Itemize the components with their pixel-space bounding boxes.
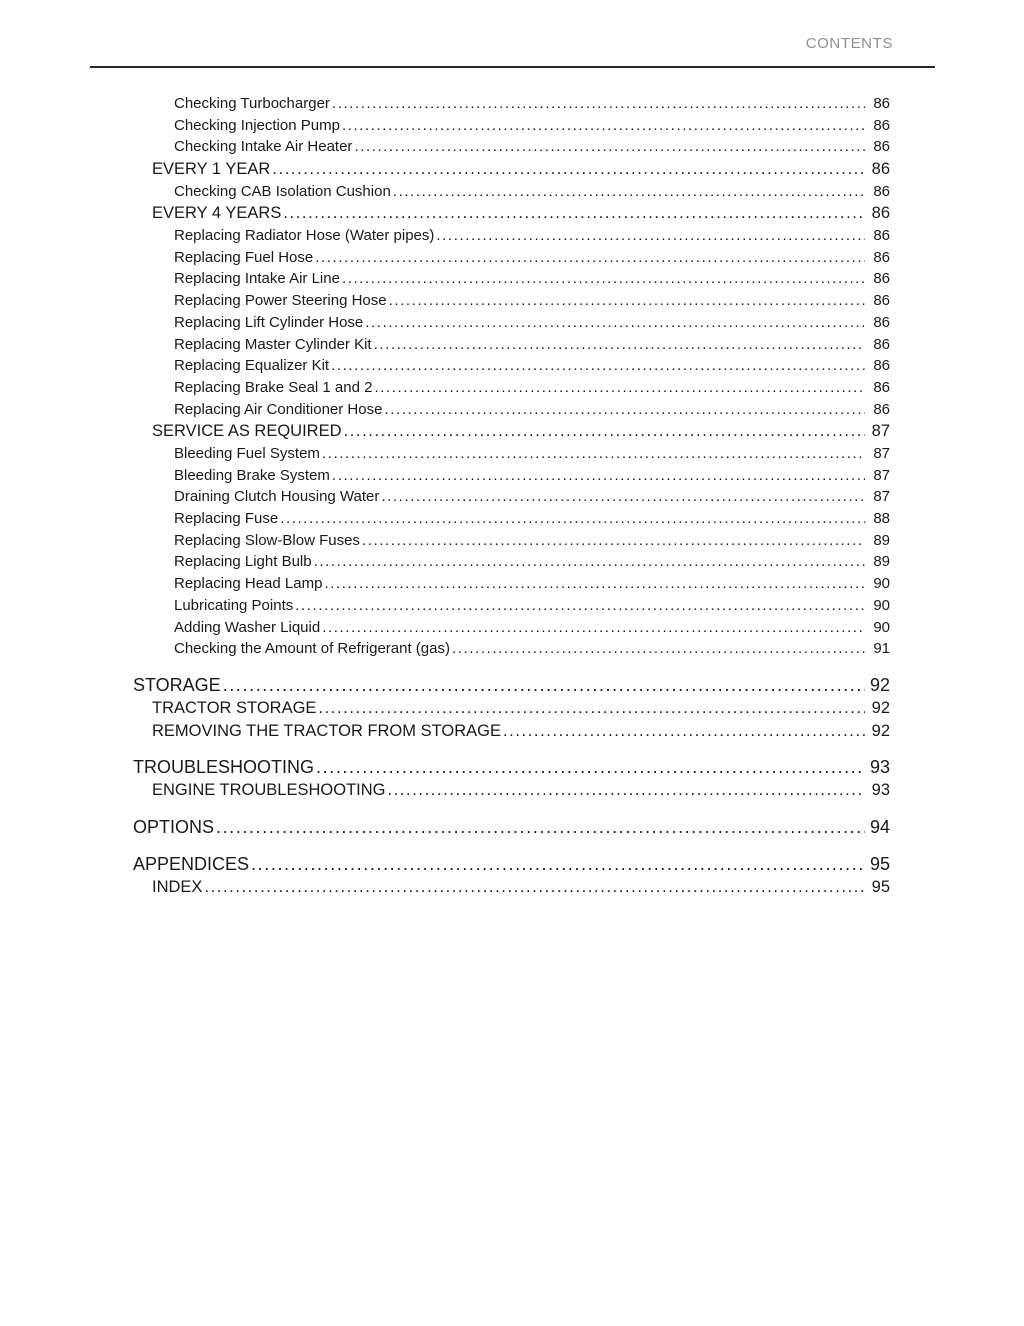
toc-entry-label: Lubricating Points xyxy=(174,596,294,614)
toc-entry xyxy=(133,312,890,334)
dot-leader xyxy=(216,815,865,839)
toc-entry xyxy=(133,334,890,356)
toc-entry-label: Checking the Amount of Refrigerant (gas) xyxy=(174,640,450,658)
toc-entry-label: Replacing Power Steering Hose xyxy=(174,292,387,310)
toc-entry xyxy=(133,399,890,421)
toc-entry-page: 87 xyxy=(871,422,890,441)
toc-entry-page: 86 xyxy=(873,378,890,396)
toc-entry-page: 86 xyxy=(873,227,890,244)
toc-entry xyxy=(133,93,890,115)
toc-entry-page: 92 xyxy=(871,721,890,740)
toc-entry-page: 86 xyxy=(873,182,890,200)
toc-entry-label: TROUBLESHOOTING xyxy=(133,757,315,778)
dot-leader xyxy=(272,158,865,181)
toc-entry-page: 86 xyxy=(873,313,890,331)
toc-entry xyxy=(133,268,890,290)
toc-entry xyxy=(133,290,890,312)
toc-entry xyxy=(133,595,890,617)
dot-leader xyxy=(344,420,865,443)
toc-entry-label: Replacing Master Cylinder Kit xyxy=(174,335,372,353)
toc-entry-label: INDEX xyxy=(152,877,203,896)
toc-entry xyxy=(133,508,890,530)
toc-entry-label: Replacing Intake Air Line xyxy=(174,270,340,288)
dot-leader xyxy=(393,181,865,203)
toc-entry-page: 94 xyxy=(869,816,890,837)
toc-entry-label: Checking CAB Isolation Cushion xyxy=(174,182,391,200)
toc-entry-label: Bleeding Brake System xyxy=(174,466,330,484)
dot-leader xyxy=(384,399,865,421)
toc-entry-page: 90 xyxy=(873,575,890,593)
toc-entry-page: 86 xyxy=(873,95,890,112)
toc-entry xyxy=(133,573,890,595)
toc-entry-label: Replacing Lift Cylinder Hose xyxy=(174,313,364,331)
toc-entry xyxy=(133,755,890,779)
dot-leader xyxy=(342,268,865,290)
toc-entry-page: 87 xyxy=(873,488,890,506)
toc-entry-label: Replacing Head Lamp xyxy=(174,575,323,593)
toc-entry-label: APPENDICES xyxy=(133,853,250,874)
dot-leader xyxy=(322,617,865,639)
toc-entry xyxy=(133,852,890,876)
toc-entry-label: SERVICE AS REQUIRED xyxy=(152,422,342,441)
toc-entry-page: 89 xyxy=(873,553,890,571)
toc-entry-label: Replacing Light Bulb xyxy=(174,553,312,571)
toc-entry-page: 92 xyxy=(871,698,890,717)
toc-entry-page: 86 xyxy=(873,400,890,418)
toc-entry-page: 86 xyxy=(873,292,890,310)
dot-leader xyxy=(324,573,865,595)
dot-leader xyxy=(332,93,865,115)
dot-leader xyxy=(331,355,865,377)
toc-entry-page: 86 xyxy=(871,204,890,223)
toc-entry xyxy=(133,136,890,158)
dot-leader xyxy=(223,673,865,697)
dot-leader xyxy=(316,755,865,779)
dot-leader xyxy=(283,202,865,225)
dot-leader xyxy=(342,115,865,137)
header-divider xyxy=(90,66,935,68)
dot-leader xyxy=(503,720,865,743)
dot-leader xyxy=(322,443,865,465)
dot-leader xyxy=(314,551,865,573)
toc-entry-page: 95 xyxy=(869,853,890,874)
toc-entry-label: Adding Washer Liquid xyxy=(174,618,321,636)
toc-entry-label: Checking Injection Pump xyxy=(174,116,340,134)
toc-entry xyxy=(133,486,890,508)
toc-entry-label: EVERY 1 YEAR xyxy=(152,160,271,179)
toc-entry xyxy=(133,876,890,899)
toc-entry-label: ENGINE TROUBLESHOOTING xyxy=(152,781,386,800)
dot-leader xyxy=(387,779,865,802)
toc-entry xyxy=(133,815,890,839)
toc-entry-page: 86 xyxy=(873,138,890,156)
toc-entry-label: OPTIONS xyxy=(133,816,215,837)
toc-entry-label: Replacing Radiator Hose (Water pipes) xyxy=(174,227,435,244)
dot-leader xyxy=(365,312,865,334)
toc-entry xyxy=(133,720,890,743)
dot-leader xyxy=(362,530,865,552)
toc-entry-label: Replacing Air Conditioner Hose xyxy=(174,400,383,418)
toc-entry xyxy=(133,377,890,399)
dot-leader xyxy=(332,465,865,487)
toc-entry xyxy=(133,420,890,443)
toc-entry-page: 86 xyxy=(873,116,890,134)
toc-entry-label: Replacing Fuel Hose xyxy=(174,248,314,266)
toc-entry-label: STORAGE xyxy=(133,674,221,695)
toc-entry xyxy=(133,638,890,660)
toc-entry xyxy=(133,443,890,465)
toc-entry-label: Bleeding Fuel System xyxy=(174,444,320,462)
toc-entry xyxy=(133,225,890,247)
page-header-title: CONTENTS xyxy=(805,35,893,52)
toc-entry xyxy=(133,355,890,377)
toc-entry xyxy=(133,181,890,203)
toc-entry-page: 93 xyxy=(871,781,890,800)
toc-entry-label: Replacing Fuse xyxy=(174,510,279,528)
toc-entry-page: 91 xyxy=(873,640,890,658)
toc-entry-page: 87 xyxy=(873,444,890,462)
toc-entry-page: 88 xyxy=(873,510,890,528)
toc-entry-page: 89 xyxy=(873,531,890,549)
dot-leader xyxy=(315,247,865,269)
dot-leader xyxy=(436,225,865,247)
toc-entry-label: Draining Clutch Housing Water xyxy=(174,488,380,506)
toc-entry-page: 86 xyxy=(873,248,890,266)
toc-entry-page: 90 xyxy=(873,596,890,614)
toc-entry-page: 95 xyxy=(871,877,890,896)
toc-entry-label: Replacing Equalizer Kit xyxy=(174,357,330,375)
toc-entry xyxy=(133,530,890,552)
toc-entry xyxy=(133,673,890,697)
toc-entry-page: 90 xyxy=(873,618,890,636)
toc-entry-page: 86 xyxy=(873,270,890,288)
dot-leader xyxy=(251,852,865,876)
toc-entry-label: REMOVING THE TRACTOR FROM STORAGE xyxy=(152,721,501,740)
toc-entry-label: TRACTOR STORAGE xyxy=(152,698,317,717)
dot-leader xyxy=(295,595,865,617)
dot-leader xyxy=(374,377,865,399)
table-of-contents xyxy=(90,93,935,898)
dot-leader xyxy=(381,486,865,508)
dot-leader xyxy=(204,876,865,899)
toc-entry xyxy=(133,617,890,639)
toc-entry-label: Checking Turbocharger xyxy=(174,95,330,112)
toc-entry xyxy=(133,697,890,720)
toc-entry xyxy=(133,551,890,573)
toc-entry-page: 86 xyxy=(873,335,890,353)
dot-leader xyxy=(374,334,865,356)
toc-entry-label: Replacing Brake Seal 1 and 2 xyxy=(174,378,373,396)
toc-entry-page: 92 xyxy=(869,674,890,695)
toc-entry-page: 93 xyxy=(869,757,890,778)
dot-leader xyxy=(318,697,865,720)
toc-entry-page: 86 xyxy=(871,160,890,179)
dot-leader xyxy=(354,136,865,158)
toc-entry xyxy=(133,115,890,137)
dot-leader xyxy=(389,290,865,312)
toc-entry xyxy=(133,158,890,181)
dot-leader xyxy=(452,638,865,660)
toc-entry xyxy=(133,465,890,487)
toc-entry xyxy=(133,247,890,269)
toc-entry-page: 87 xyxy=(873,466,890,484)
toc-entry-label: EVERY 4 YEARS xyxy=(152,204,282,223)
toc-entry-label: Replacing Slow-Blow Fuses xyxy=(174,531,360,549)
toc-entry xyxy=(133,202,890,225)
toc-entry-page: 86 xyxy=(873,357,890,375)
page-header xyxy=(90,34,935,54)
toc-entry-label: Checking Intake Air Heater xyxy=(174,138,353,156)
dot-leader xyxy=(280,508,865,530)
toc-entry xyxy=(133,779,890,802)
